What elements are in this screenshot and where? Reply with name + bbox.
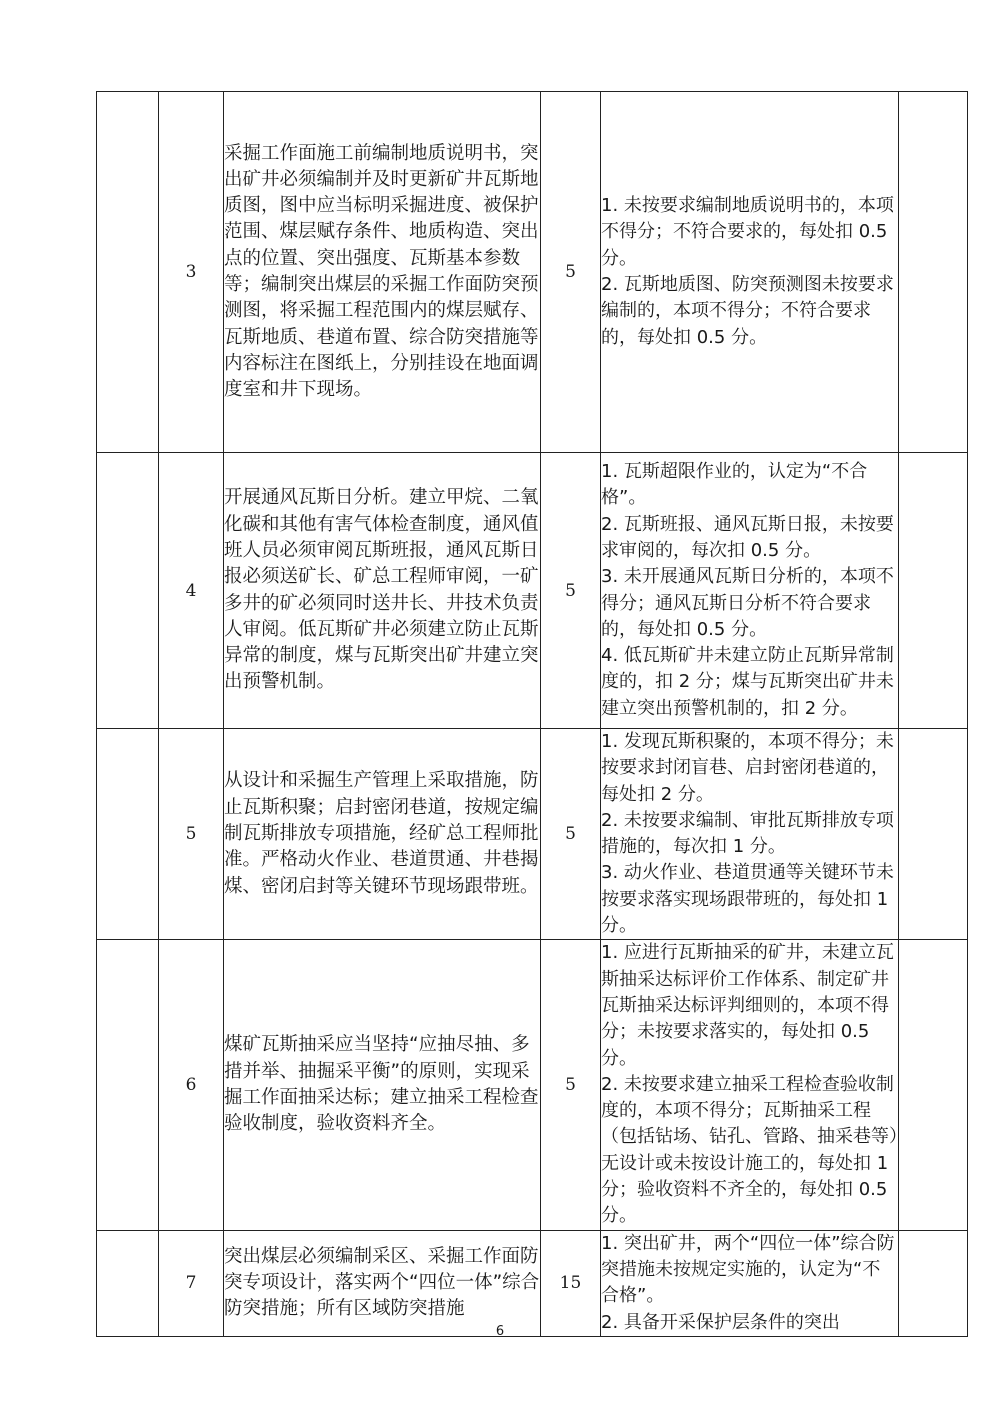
requirement-text: 采掘工作面施工前编制地质说明书，突出矿井必须编制并及时更新矿井瓦斯地质图，图中应当标明采掘进度、被保护范围、煤层赋存条件、地质构造、突出点的位置、突出强度、瓦斯基本参数等；编制突出煤层的采掘工作面防突预测图，将采掘工程范围内的煤层赋存、瓦斯地质、巷道布置、综合防突措施等内容标注在图纸上，分别挂设在地面调度室和井下现场。 [224, 142, 539, 401]
score-value: 5 [541, 453, 601, 729]
requirement-text: 从设计和采掘生产管理上采取措施，防止瓦斯积聚；启封密闭巷道，按规定编制瓦斯排放专项措施，经矿总工程师批准。严格动火作业、巷道贯通、井巷揭煤、密闭启封等关键环节现场跟带班。 [224, 770, 539, 897]
requirement-text: 煤矿瓦斯抽采应当坚持“应抽尽抽、多措并举、抽掘采平衡”的原则，实现采掘工作面抽采达标；建立抽采工程检查验收制度，验收资料齐全。 [224, 1034, 539, 1135]
notes-cell [899, 940, 968, 1230]
category-cell [97, 453, 159, 729]
notes-cell [899, 92, 968, 453]
requirement-text: 开展通风瓦斯日分析。建立甲烷、二氧化碳和其他有害气体检查制度，通风值班人员必须审阅瓦斯班报，通风瓦斯日报必须送矿长、矿总工程师审阅，一矿多井的矿必须同时送井长、井技术负责人审阅。低瓦斯矿井必须建立防止瓦斯异常的制度，煤与瓦斯突出矿井建立突出预警机制。 [224, 487, 539, 693]
criteria-text: 1. 应进行瓦斯抽采的矿井，未建立瓦斯抽采达标评价工作体系、制定矿井瓦斯抽采达标评判细则的，本项不得分；未按要求落实的，每处扣 0.5 分。 2. 未按要求建立抽采工程检查验收制度的，本项不得分；瓦斯抽采工程（包括钻场、钻孔、管路、抽采巷等）无设计或未按设计施工的，每处扣 1 分；验收资料不齐全的，每处扣 0.5 分。 [601, 942, 898, 1227]
score-value: 5 [541, 729, 601, 940]
item-number: 7 [159, 1230, 224, 1336]
table-row [97, 729, 968, 940]
criteria-text: 1. 未按要求编制地质说明书的，本项不得分；不符合要求的，每处扣 0.5 分。 2. 瓦斯地质图、防突预测图未按要求编制的，本项不得分；不符合要求的，每处扣 0.5 分。 [601, 195, 894, 348]
category-cell [97, 92, 159, 453]
category-cell [97, 940, 159, 1230]
table-row [97, 940, 968, 1230]
notes-cell [899, 453, 968, 729]
criteria-text: 1. 突出矿井，两个“四位一体”综合防突措施未按规定实施的，认定为“不合格”。 2. 具备开采保护层条件的突出 [601, 1232, 895, 1333]
table-row [97, 1230, 968, 1336]
criteria-text: 1. 发现瓦斯积聚的，本项不得分；未按要求封闭盲巷、启封密闭巷道的，每处扣 2 分。 2. 未按要求编制、审批瓦斯排放专项措施的，每次扣 1 分。 3. 动火作业、巷道贯通等关键环节未按要求落实现场跟带班的，每处扣 1 分。 [601, 731, 894, 937]
score-value: 5 [541, 940, 601, 1230]
score-value: 5 [541, 92, 601, 453]
notes-cell [899, 1230, 968, 1336]
notes-cell [899, 729, 968, 940]
category-cell [97, 1230, 159, 1336]
table-row [97, 453, 968, 729]
criteria-text: 1. 瓦斯超限作业的，认定为“不合格”。 2. 瓦斯班报、通风瓦斯日报，未按要求审阅的，每次扣 0.5 分。 3. 未开展通风瓦斯日分析的，本项不得分；通风瓦斯日分析不符合要求的，每处扣 0.5 分。 4. 低瓦斯矿井未建立防止瓦斯异常制度的，扣 2 分；煤与瓦斯突出矿井未建立突出预警机制的，扣 2 分。 [601, 461, 894, 719]
item-number: 6 [159, 940, 224, 1230]
score-value: 15 [541, 1230, 601, 1336]
page-number: 6 [495, 1324, 505, 1339]
item-number: 3 [159, 92, 224, 453]
table-row [97, 92, 968, 453]
category-cell [97, 729, 159, 940]
item-number: 5 [159, 729, 224, 940]
item-number: 4 [159, 453, 224, 729]
requirement-text: 突出煤层必须编制采区、采掘工作面防突专项设计，落实两个“四位一体”综合防突措施；所有区域防突措施 [224, 1245, 540, 1320]
scoring-table [96, 91, 968, 1337]
